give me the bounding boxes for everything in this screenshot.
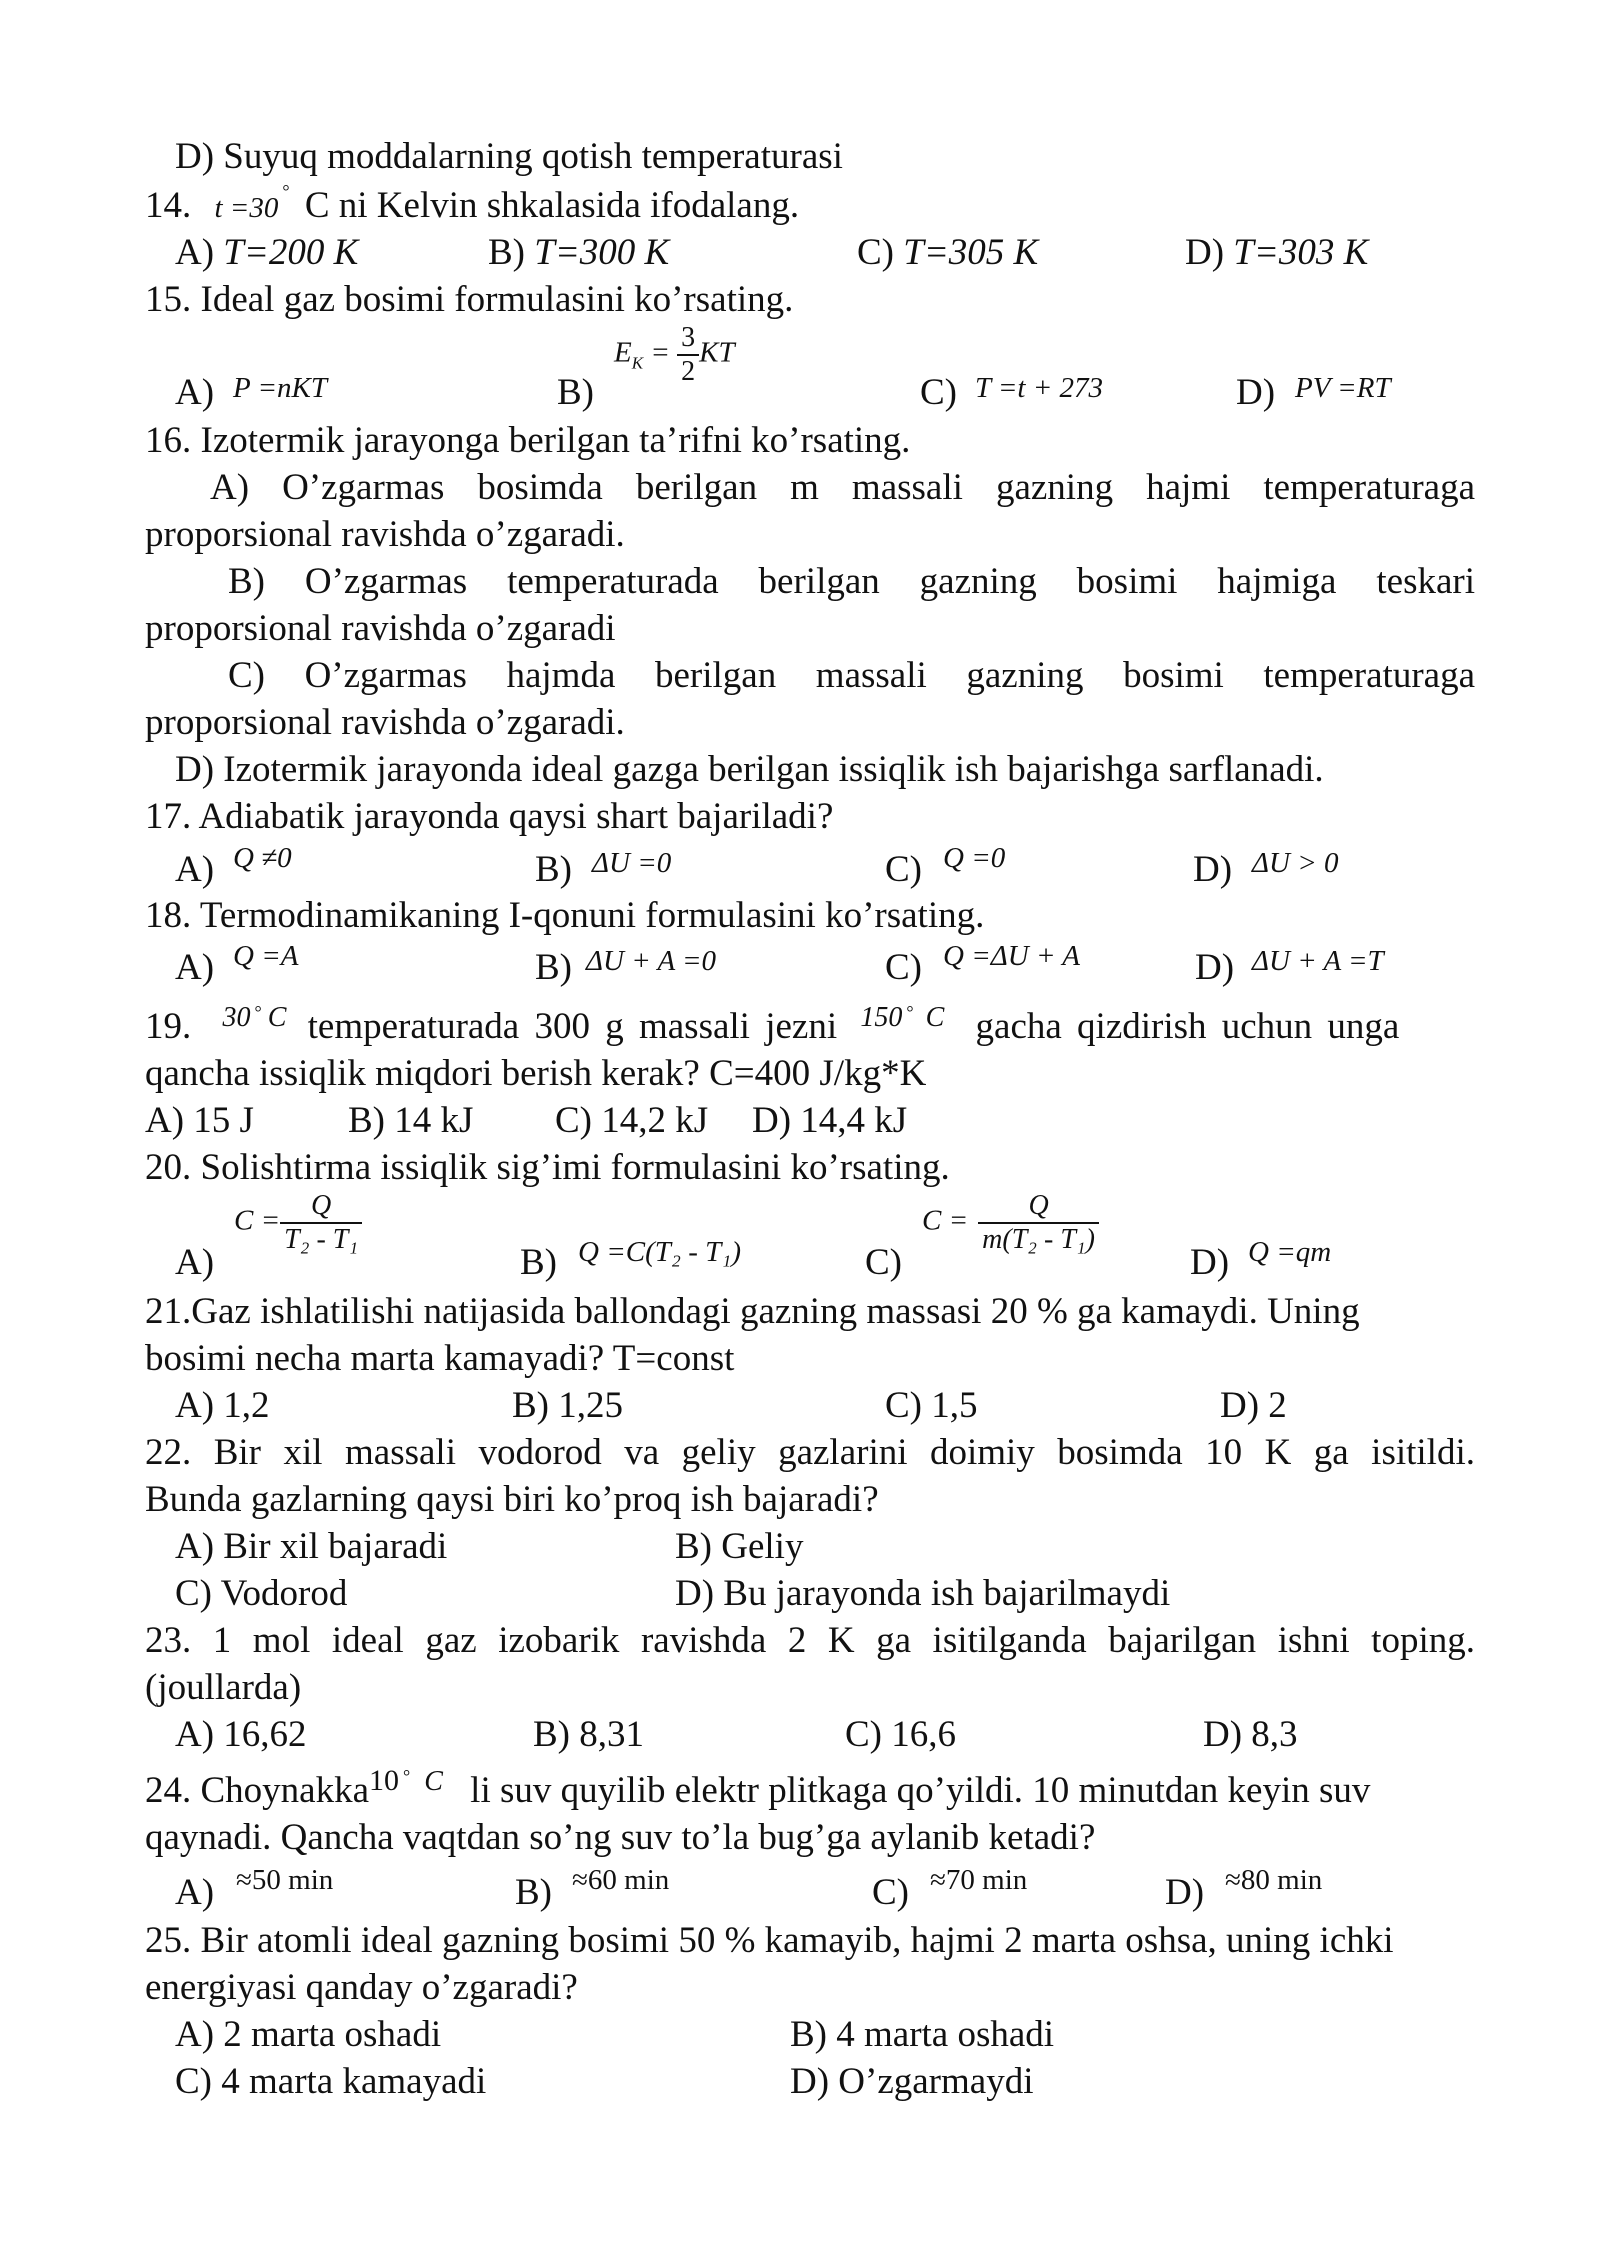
option-value: T=200 K: [223, 232, 359, 273]
degree-symbol: °: [254, 1002, 262, 1022]
q17-option-d[interactable]: D): [1193, 849, 1233, 890]
q16-option-a[interactable]: A) O’zgarmas bosimda berilgan m massali gazning hajmi temperaturaga: [210, 467, 1475, 508]
fraction: [978, 1190, 1099, 1256]
q19-stem: [145, 1004, 1475, 1055]
q15-stem: 15. Ideal gaz bosimi formulasini ko’rsating.: [145, 279, 794, 320]
q25-stem-cont: energiyasi qanday o’zgaradi?: [145, 1967, 578, 2008]
q21-option-b[interactable]: B) 1,25: [512, 1385, 623, 1426]
q20-option-d-formula: Q =qm: [1248, 1236, 1332, 1268]
option-letter: B): [488, 232, 535, 273]
q23-stem: 23. 1 mol ideal gaz izobarik ravishda 2 K ga isitilganda bajarilgan ishni toping.: [145, 1620, 1475, 1661]
degree-symbol: °: [906, 1002, 914, 1022]
q17-option-d-formula: ΔU > 0: [1252, 847, 1339, 879]
q16-option-b[interactable]: B) O’zgarmas temperaturada berilgan gazning bosimi hajmiga teskari: [228, 561, 1475, 602]
q18-option-b[interactable]: B): [535, 947, 572, 988]
q19-number: 19.: [145, 1006, 192, 1047]
q24-stem: [145, 1764, 1475, 1819]
q14-option-d[interactable]: [1185, 230, 1368, 276]
q24-option-c-value: ≈70 min: [930, 1864, 1028, 1896]
q19-text-b: gacha qizdirish uchun unga: [975, 1006, 1400, 1047]
q20-option-c[interactable]: C): [865, 1242, 902, 1283]
q24-text-b: li suv quyilib elektr plitkaga qo’yildi. 10 minutdan keyin suv: [470, 1770, 1371, 1811]
fraction-denominator: m(T₂ - T₁): [978, 1222, 1099, 1256]
q18-option-d-formula: ΔU + A =T: [1252, 945, 1384, 977]
q21-stem-cont: bosimi necha marta kamayadi? T=const: [145, 1338, 735, 1379]
q19-option-b[interactable]: B) 14 kJ: [348, 1100, 474, 1141]
q19-temp-end: 150: [860, 1002, 903, 1033]
q15-option-b[interactable]: B): [557, 372, 594, 413]
q24-option-c[interactable]: C): [872, 1872, 909, 1913]
q21-stem: 21.Gaz ishlatilishi natijasida ballondagi gazning massasi 20 % ga kamaydi. Uning: [145, 1291, 1360, 1332]
q22-stem: 22. Bir xil massali vodorod va geliy gazlarini doimiy bosimda 10 K ga isitildi.: [145, 1432, 1475, 1473]
q25-option-a[interactable]: A) 2 marta oshadi: [175, 2014, 442, 2055]
q20-stem: 20. Solishtirma issiqlik sig’imi formulasini ko’rsating.: [145, 1147, 950, 1188]
q16-stem: 16. Izotermik jarayonga berilgan ta’rifni ko’rsating.: [145, 420, 911, 461]
fraction-numerator: Q: [1028, 1190, 1049, 1221]
q24-option-d-value: ≈80 min: [1225, 1864, 1323, 1896]
q19-text-a: temperaturada 300 g massali jezni: [307, 1006, 838, 1047]
option-letter: C): [857, 232, 904, 273]
degree-symbol: °: [282, 181, 290, 201]
q22-option-a[interactable]: A) Bir xil bajaradi: [175, 1526, 448, 1567]
q23-option-b[interactable]: B) 8,31: [533, 1714, 644, 1755]
q14-option-c[interactable]: [857, 230, 1038, 276]
q23-option-d[interactable]: D) 8,3: [1203, 1714, 1298, 1755]
q19-option-a[interactable]: A) 15 J: [145, 1100, 254, 1141]
q15-option-c[interactable]: C): [920, 372, 957, 413]
fraction-denominator: T₂ - T₁: [280, 1222, 362, 1256]
q18-option-a-formula: Q =A: [233, 940, 299, 972]
q23-option-c[interactable]: C) 16,6: [845, 1714, 956, 1755]
q18-option-d[interactable]: D): [1195, 947, 1235, 988]
q24-text-a: 24. Choynakka: [145, 1770, 370, 1811]
q20-option-d[interactable]: D): [1190, 1242, 1230, 1283]
q25-option-b[interactable]: B) 4 marta oshadi: [790, 2014, 1055, 2055]
q21-option-d[interactable]: D) 2: [1220, 1385, 1287, 1426]
formula-part: KT: [699, 336, 735, 369]
q16-option-d[interactable]: D) Izotermik jarayonda ideal gazga berilgan issiqlik ish bajarishga sarflanadi.: [175, 749, 1324, 790]
q14-text: C ni Kelvin shkalasida ifodalang.: [304, 185, 800, 226]
q18-option-c-formula: Q =ΔU + A: [943, 940, 1080, 972]
q24-option-b[interactable]: B): [515, 1872, 552, 1913]
q24-option-a-value: ≈50 min: [236, 1864, 334, 1896]
q24-option-d[interactable]: D): [1165, 1872, 1205, 1913]
q17-option-c[interactable]: C): [885, 849, 922, 890]
q21-option-a[interactable]: A) 1,2: [175, 1385, 270, 1426]
q17-option-a-formula: Q ≠0: [233, 842, 292, 874]
q18-stem: 18. Termodinamikaning I-qonuni formulasini ko’rsating.: [145, 895, 985, 936]
fraction-numerator: 3: [681, 322, 696, 353]
q17-option-b[interactable]: B): [535, 849, 572, 890]
q25-option-c[interactable]: C) 4 marta kamayadi: [175, 2061, 487, 2102]
q19-stem-cont: qancha issiqlik miqdori berish kerak? C=400 J/kg*K: [145, 1053, 927, 1094]
formula-part: C =: [234, 1204, 281, 1237]
formula-part: C =: [922, 1204, 969, 1237]
formula-part: E: [614, 336, 632, 369]
q14-option-a[interactable]: [175, 230, 358, 276]
option-value: T=303 K: [1233, 232, 1369, 273]
fraction-numerator: Q: [311, 1190, 332, 1221]
fraction-denominator: 2: [677, 354, 699, 388]
q17-option-a[interactable]: A): [175, 849, 215, 890]
q19-option-d[interactable]: D) 14,4 kJ: [752, 1100, 908, 1141]
q22-stem-cont: Bunda gazlarning qaysi biri ko’proq ish bajaradi?: [145, 1479, 879, 1520]
q19-temp-start: 30: [222, 1002, 251, 1033]
q14-stem: [145, 183, 1475, 234]
q23-option-a[interactable]: A) 16,62: [175, 1714, 307, 1755]
q25-stem: 25. Bir atomli ideal gazning bosimi 50 % kamayib, hajmi 2 marta oshsa, uning ichki: [145, 1920, 1394, 1961]
q15-option-a[interactable]: A): [175, 372, 215, 413]
fraction: [677, 322, 699, 388]
degree-symbol: °: [403, 1766, 411, 1786]
q24-temp: 10: [369, 1764, 400, 1797]
q16-option-c[interactable]: C) O’zgarmas hajmda berilgan massali gazning bosimi temperaturaga: [228, 655, 1475, 696]
q17-stem: 17. Adiabatik jarayonda qaysi shart bajariladi?: [145, 796, 834, 837]
formula-subscript: K: [631, 353, 644, 373]
q17-option-c-formula: Q =0: [943, 842, 1006, 874]
q15-option-d[interactable]: D): [1236, 372, 1276, 413]
q24-option-b-value: ≈60 min: [572, 1864, 670, 1896]
q20-option-b-formula: Q =C(T₂ - T₁): [578, 1236, 741, 1268]
option-value: T=305 K: [903, 232, 1039, 273]
q24-unit: C: [424, 1766, 443, 1797]
q19-unit: C: [925, 1002, 945, 1033]
q25-option-d[interactable]: D) O’zgarmaydi: [790, 2061, 1034, 2102]
q22-option-b[interactable]: B) Geliy: [675, 1526, 804, 1567]
q16-option-b-cont: proporsional ravishda o’zgaradi: [145, 608, 616, 649]
q17-option-b-formula: ΔU =0: [592, 847, 672, 879]
q15-option-c-formula: T =t + 273: [975, 372, 1104, 404]
q14-number: 14.: [145, 185, 192, 226]
q15-option-b-formula: [614, 322, 735, 388]
q18-option-b-formula: ΔU + A =0: [586, 945, 717, 977]
formula-part: =: [650, 336, 670, 369]
q22-option-d[interactable]: D) Bu jarayonda ish bajarilmaydi: [675, 1573, 1171, 1614]
q19-option-c[interactable]: C) 14,2 kJ: [555, 1100, 709, 1141]
q14-option-b[interactable]: [488, 230, 669, 276]
fraction: [280, 1190, 362, 1256]
q20-option-b[interactable]: B): [520, 1242, 557, 1283]
q16-option-a-cont: proporsional ravishda o’zgaradi.: [145, 514, 625, 555]
q20-option-c-formula: [922, 1190, 1099, 1256]
q14-temp-formula: t =30: [214, 192, 279, 224]
option-value: T=300 K: [534, 232, 670, 273]
option-letter: A): [175, 232, 224, 273]
q15-option-d-formula: PV =RT: [1295, 372, 1391, 404]
q16-option-c-cont: proporsional ravishda o’zgaradi.: [145, 702, 625, 743]
q24-option-a[interactable]: A): [175, 1872, 215, 1913]
q19-unit: C: [267, 1002, 287, 1033]
q23-stem-cont: (joullarda): [145, 1667, 302, 1708]
q20-option-a[interactable]: A): [175, 1242, 215, 1283]
option-letter: D): [1185, 232, 1234, 273]
q21-option-c[interactable]: C) 1,5: [885, 1385, 978, 1426]
q20-option-a-formula: [234, 1190, 362, 1256]
q13-option-d: D) Suyuq moddalarning qotish temperaturasi: [175, 136, 843, 177]
q18-option-a[interactable]: A): [175, 947, 215, 988]
q22-option-c[interactable]: C) Vodorod: [175, 1573, 348, 1614]
q24-stem-cont: qaynadi. Qancha vaqtdan so’ng suv to’la bug’ga aylanib ketadi?: [145, 1817, 1096, 1858]
q18-option-c[interactable]: C): [885, 947, 922, 988]
q15-option-a-formula: P =nKT: [233, 372, 327, 404]
